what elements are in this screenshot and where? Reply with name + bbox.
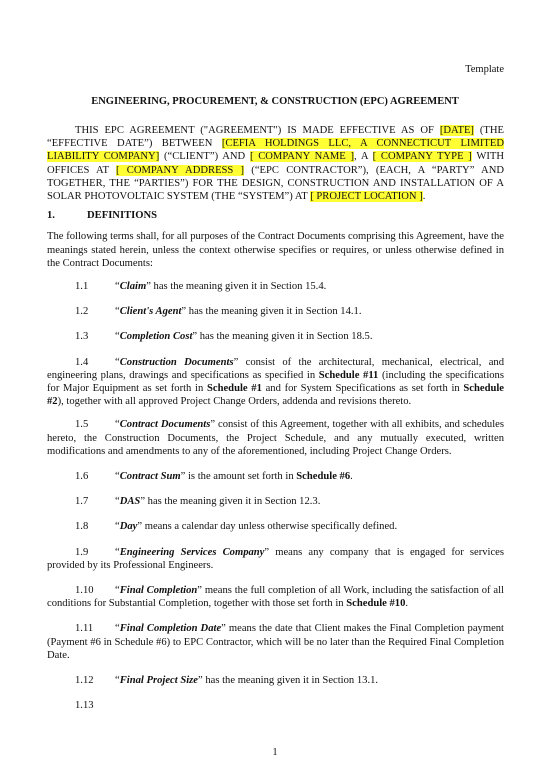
definition-number: 1.12 — [75, 675, 94, 687]
definition-quote: “ — [115, 623, 120, 635]
definition-text: ” is the amount set forth in — [180, 471, 297, 483]
definition-term: Client's Agent — [119, 306, 182, 318]
definition-number: 1.1 — [75, 281, 89, 293]
date-placeholder: [DATE] — [439, 125, 474, 136]
definitions-list — [47, 280, 504, 712]
definition-number: 1.6 — [75, 471, 89, 483]
definition-item — [47, 546, 504, 572]
definition-item — [47, 674, 504, 687]
definition-item — [47, 622, 504, 662]
section-title: DEFINITIONS — [87, 210, 158, 222]
definition-term: Engineering Services Company — [119, 546, 265, 558]
definition-quote: “ — [115, 471, 120, 483]
definition-item — [47, 280, 504, 293]
definition-text: and for System Specifications as set forth in — [261, 383, 464, 395]
template-label: Template — [465, 64, 504, 75]
document-body — [47, 124, 504, 713]
definition-number: 1.4 — [75, 356, 89, 368]
definition-text: ” has the meaning given it in Section 18.5. — [192, 331, 373, 343]
project-location-placeholder: [ PROJECT LOCATION ] — [310, 191, 423, 203]
definition-number: 1.5 — [75, 419, 89, 431]
intro-text: WITH OFFICES AT — [47, 151, 505, 176]
definition-number: 1.10 — [75, 585, 94, 597]
definition-text: ” has the meaning given it in Section 15.4. — [146, 281, 327, 293]
intro-text: THIS EPC AGREEMENT ("AGREEMENT") IS MADE EFFECTIVE AS OF — [75, 125, 440, 136]
definition-quote: “ — [115, 281, 120, 293]
definition-term: Final Project Size — [119, 675, 198, 687]
definition-item — [47, 330, 504, 343]
schedule-reference: Schedule #1 — [206, 383, 262, 395]
definition-item — [47, 520, 504, 533]
definition-quote: “ — [115, 546, 120, 558]
definition-number: 1.8 — [75, 521, 89, 533]
definition-item — [47, 584, 504, 610]
definition-text: ” consist of the architectural, mechanical, electrical, and engineering plans, drawings and specifications as specified in — [47, 356, 505, 381]
section-heading — [47, 209, 504, 222]
definition-number: 1.9 — [75, 546, 89, 558]
schedule-reference: Schedule #10 — [346, 598, 406, 610]
intro-text: . — [422, 191, 426, 203]
section-number: 1. — [47, 210, 55, 222]
page-number: 1 — [272, 747, 278, 758]
intro-paragraph — [47, 124, 504, 203]
definition-item — [47, 305, 504, 318]
definition-number: 1.3 — [75, 331, 89, 343]
client-placeholder: [CEFIA HOLDINGS LLC, A CONNECTICUT LIMITED LIABILITY COMPANY] — [47, 138, 504, 163]
definition-quote: “ — [115, 419, 120, 431]
definition-item — [47, 356, 504, 409]
definition-term: Contract Sum — [119, 471, 181, 483]
definition-term: Final Completion Date — [119, 623, 222, 635]
definition-item — [47, 470, 504, 483]
definition-item — [47, 418, 504, 458]
schedule-reference: Schedule #2 — [47, 383, 504, 408]
definition-term: Contract Documents — [119, 419, 211, 431]
intro-text: (“CLIENT”) AND — [159, 151, 250, 163]
definitions-intro: The following terms shall, for all purposes of the Contract Documents comprising this Agreement, have the meanings stated herein, unless the context otherwise specifies or requires, or unless otherwise defined in the Contract Documents: — [47, 231, 504, 269]
definition-term: Construction Documents — [119, 356, 234, 368]
definition-number: 1.2 — [75, 306, 89, 318]
document-title: ENGINEERING, PROCUREMENT, & CONSTRUCTION (EPC) AGREEMENT — [91, 96, 459, 107]
intro-text: , A — [354, 151, 373, 163]
definition-text: ” consist of this Agreement, together with all exhibits, and schedules hereto, the Construction Documents, the Project Schedule, and any mutually executed, written modifications and amendments to any of the aforementioned, including Project Change Orders. — [47, 419, 504, 457]
definition-term: Day — [119, 521, 138, 533]
definition-quote: “ — [115, 521, 120, 533]
definition-text: (including the specifications for Major Equipment as set forth in — [47, 369, 504, 395]
definition-term: Completion Cost — [119, 331, 193, 343]
definition-text: ” means the full completion of all Work, including the satisfaction of all conditions for Substantial Completion, together with those set forth in — [47, 585, 504, 610]
definition-item — [47, 495, 504, 508]
definition-text: ” means any company that is engaged for services provided by its Professional Engineers. — [47, 546, 504, 571]
schedule-reference: Schedule #6 — [296, 471, 351, 483]
definition-quote: “ — [115, 356, 120, 368]
definition-term: Claim — [119, 281, 147, 293]
company-address-placeholder: [ COMPANY ADDRESS ] — [116, 164, 245, 176]
definition-term: DAS — [119, 496, 141, 508]
definition-quote: “ — [115, 496, 120, 508]
definition-term: Final Completion — [119, 585, 198, 597]
definition-text: ” has the meaning given it in Section 13.1. — [197, 675, 379, 687]
intro-text: (THE “EFFECTIVE DATE”) BETWEEN — [47, 125, 504, 150]
definition-quote: “ — [115, 306, 120, 318]
definition-number: 1.13 — [75, 700, 94, 712]
definition-text: ” means a calendar day unless otherwise specifically defined. — [137, 521, 398, 533]
definition-number: 1.11 — [75, 623, 94, 635]
definition-text: ), together with all approved Project Change Orders, addenda and revisions thereto. — [57, 396, 412, 408]
definition-quote: “ — [115, 585, 120, 597]
definition-quote: “ — [115, 331, 120, 343]
schedule-reference: Schedule #11 — [318, 369, 379, 381]
definition-item — [47, 699, 504, 712]
definition-text: ” means the date that Client makes the Final Completion payment (Payment #6 in Schedule #6) to EPC Contractor, which will be no later than the Required Final Completion Date. — [47, 623, 505, 661]
definition-text: . — [350, 471, 353, 483]
intro-text: (“EPC CONTRACTOR”), (EACH, A “PARTY” AND TOGETHER, THE “PARTIES”) FOR THE DESIGN, CONSTRUCTION AND INSTALLATION OF A SOLAR PHOTOVOLTAIC SYSTEM (THE “SYSTEM”) AT — [47, 164, 504, 203]
company-type-placeholder: [ COMPANY TYPE ] — [372, 151, 472, 163]
definition-text: ” has the meaning given it in Section 14.1. — [181, 306, 362, 318]
company-name-placeholder: [ COMPANY NAME ] — [249, 151, 355, 163]
definition-number: 1.7 — [75, 496, 89, 508]
definition-quote: “ — [115, 675, 120, 687]
definition-text: . — [405, 598, 409, 610]
definition-text: ” has the meaning given it in Section 12.3. — [140, 496, 321, 508]
